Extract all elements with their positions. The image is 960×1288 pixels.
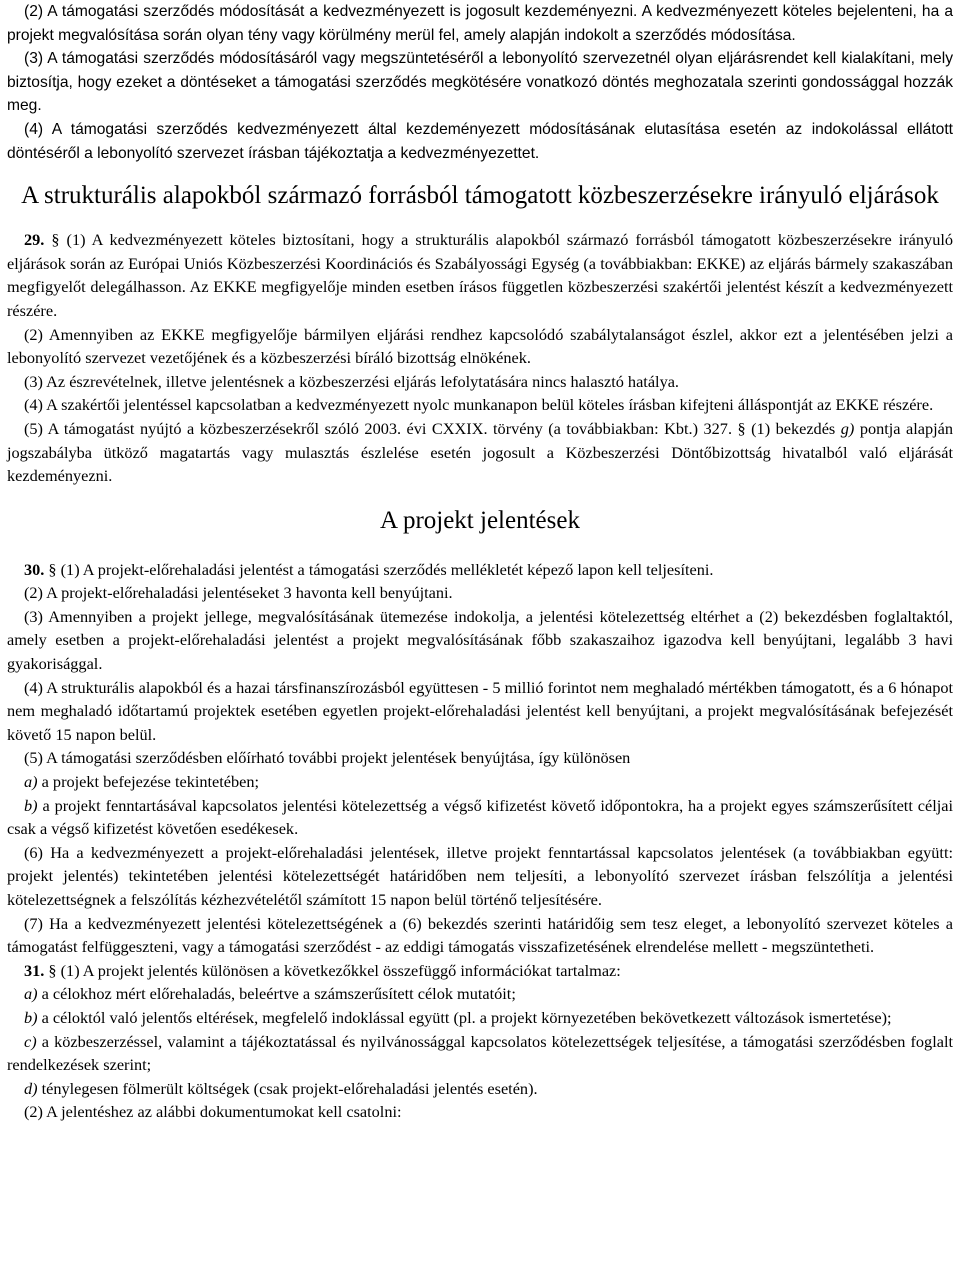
section-number-30: 30. <box>24 559 45 579</box>
point-31-d <box>7 1077 953 1101</box>
paragraph-30-5: (5) A támogatási szerződésben előírható további projekt jelentések benyújtása, így különösen <box>24 748 631 768</box>
paragraph-31-2: (2) A jelentéshez az alábbi dokumentumokat kell csatolni: <box>24 1102 402 1122</box>
point-30-a <box>7 770 953 794</box>
paragraph-29-2: (2) Amennyiben az EKKE megfigyelője bármilyen eljárási rendhez kapcsolódó szabálytalanságot észlel, akkor ezt a jelentésében jelzi a lebonyolító szervezet vezetőjének és a közbeszerzési bíráló bizottság elnökének. <box>7 324 953 368</box>
paragraph-29-1-text: (1) A kedvezményezett köteles biztosítani, hogy a strukturális alapokból származó forrásból támogatott közbeszerzésekre irányuló eljárások során az Európai Uniós Közbeszerzési Koordinációs és Szabályossági Egység (a továbbiakban: EKKE) az eljárás bármely szakaszában megfigyelőt delegálhasson. Az EKKE megfigyelője minden esetben írásos független közbeszerzési szakértői jelentést készít a kedvezményezett részére. <box>7 230 953 320</box>
paragraph-30-4: (4) A strukturális alapokból és a hazai társfinanszírozásból együttesen - 5 millió forintot nem meghaladó mértékben támogatott, és a 6 hónapot nem meghaladó időtartamú projektek esetében egyetlen projekt-előrehaladási jelentést kell benyújtani, a projekt megvalósításának befejezését követő 15 napon belül. <box>7 677 953 744</box>
section-30-intro: § <box>44 559 61 579</box>
paragraph-29-3: (3) Az észrevételnek, illetve jelentésnek a közbeszerzési eljárás lefolytatására nincs halasztó hatálya. <box>24 371 680 391</box>
section-heading-procurement: A strukturális alapokból származó forrásból támogatott közbeszerzésekre irányuló eljárások <box>21 182 939 210</box>
point-b-marker: b) <box>24 1007 38 1027</box>
paragraph-31-1-text: (1) A projekt jelentés különösen a következőkkel összefüggő információkat tartalmaz: <box>60 960 621 980</box>
point-31-b-text: a céloktól való jelentős eltérések, megfelelő indoklással együtt (pl. a projekt környezetében bekövetkezett változások ismertetése); <box>37 1007 892 1027</box>
point-30-a-text: a projekt befejezése tekintetében; <box>37 772 260 792</box>
paragraph-modification-2: (2) A támogatási szerződés módosítását a kedvezményezett is jogosult kezdeményezni. A kedvezményezett köteles bejelenteni, ha a projekt megvalósítása során olyan tény vagy körülmény merül fel, amely alapján indokolt a szerződés módosítása. <box>7 3 953 44</box>
section-number-29: 29. <box>24 230 45 250</box>
paragraph-29-5 <box>7 417 953 488</box>
point-31-c <box>7 1030 953 1077</box>
document-page <box>7 0 953 1124</box>
section-29-intro: § <box>44 230 67 250</box>
point-31-c-text: a közbeszerzéssel, valamint a tájékoztatással és nyilvánossággal kapcsolatos kötelezettségek teljesítése, a támogatási szerződésben foglalt rendelkezések szerint; <box>7 1031 953 1075</box>
point-a-marker: a) <box>24 984 38 1004</box>
point-c-marker: c) <box>24 1031 37 1051</box>
point-b-marker: b) <box>24 795 38 815</box>
section-heading-reports: A projekt jelentések <box>380 506 580 534</box>
paragraph-modification-3: (3) A támogatási szerződés módosításáról vagy megszüntetéséről a lebonyolító szervezetnél olyan eljárásrendet kell kialakítani, mely biztosítja, hogy ezeket a döntéseket a támogatási szerződés megkötésére vonatkozó döntés meghozatala szerinti gondossággal hozzák meg. <box>7 50 953 115</box>
paragraph-30-6: (6) Ha a kedvezményezett a projekt-előrehaladási jelentések, illetve projekt fenntartással kapcsolatos jelentések (a továbbiakban együtt: projekt jelentés) tekintetében jelentési kötelezettségét határidőben nem teljesíti, a lebonyolító szervezet írásban felszólítja a jelentési kötelezettségnek a felszólítás kézhezvételétől számított 15 napon belül történő teljesítésére. <box>7 842 953 909</box>
point-g-marker: g) <box>840 418 855 438</box>
paragraph-30-1-text: (1) A projekt-előrehaladási jelentést a támogatási szerződés mellékletét képező lapon kell teljesíteni. <box>60 559 714 579</box>
paragraph-29-1 <box>7 228 953 322</box>
section-31-intro: § <box>44 960 61 980</box>
paragraph-30-7: (7) Ha a kedvezményezett jelentési kötelezettségének a (6) bekezdés szerinti határidőig sem tesz eleget, a lebonyolító szervezet köteles a támogatást felfüggeszteni, vagy a támogatási szerződést - az eddigi támogatás visszafizetésének elrendelése mellett - megszüntetheti. <box>7 913 953 957</box>
paragraph-31-1 <box>7 959 953 983</box>
section-number-31: 31. <box>24 960 45 980</box>
paragraph-29-5-part-b: pontja alapján jogszabályba ütköző magatartás vagy mulasztás észlelése esetén jogosult a Közbeszerzési Döntőbizottság hivatalból való eljárását kezdeményezni. <box>7 418 954 486</box>
point-31-b <box>7 1006 953 1030</box>
point-30-b-text: a projekt fenntartásával kapcsolatos jelentési kötelezettség a végső kifizetést követő időpontokra, ha a projekt egyes számszerűsített céljai csak a végső kifizetést követően esedékesek. <box>7 795 953 839</box>
point-31-d-text: ténylegesen fölmerült költségek (csak projekt-előrehaladási jelentés esetén). <box>37 1078 538 1098</box>
paragraph-30-1 <box>7 558 953 582</box>
point-a-marker: a) <box>24 772 38 792</box>
point-31-a-text: a célokhoz mért előrehaladás, beleértve a számszerűsített célok mutatóit; <box>37 984 516 1004</box>
paragraph-29-5-part-a: (5) A támogatást nyújtó a közbeszerzésekről szóló 2003. évi CXXIX. törvény (a továbbiakban: Kbt.) 327. § (1) bekezdés <box>24 418 841 438</box>
point-d-marker: d) <box>24 1078 38 1098</box>
paragraph-30-2: (2) A projekt-előrehaladási jelentéseket 3 havonta kell benyújtani. <box>24 583 453 603</box>
paragraph-30-3: (3) Amennyiben a projekt jellege, megvalósításának ütemezése indokolja, a jelentési kötelezettség eltérhet a (2) bekezdésben foglaltaktól, amely esetben a projekt-előrehaladási jelentést a projekt megvalósításának főbb szakaszaihoz igazodva kell benyújtani, legalább 3 havi gyakorisággal. <box>7 606 953 674</box>
point-30-b <box>7 794 953 841</box>
point-31-a <box>7 982 953 1006</box>
paragraph-29-4: (4) A szakértői jelentéssel kapcsolatban a kedvezményezett nyolc munkanapon belül köteles írásban kifejteni álláspontját az EKKE részére. <box>24 395 934 415</box>
paragraph-modification-4: (4) A támogatási szerződés kedvezményezett által kezdeményezett módosításának elutasítása esetén az indokolással ellátott döntéséről a lebonyolító szervezet írásban tájékoztatja a kedvezményezettet. <box>7 120 953 162</box>
